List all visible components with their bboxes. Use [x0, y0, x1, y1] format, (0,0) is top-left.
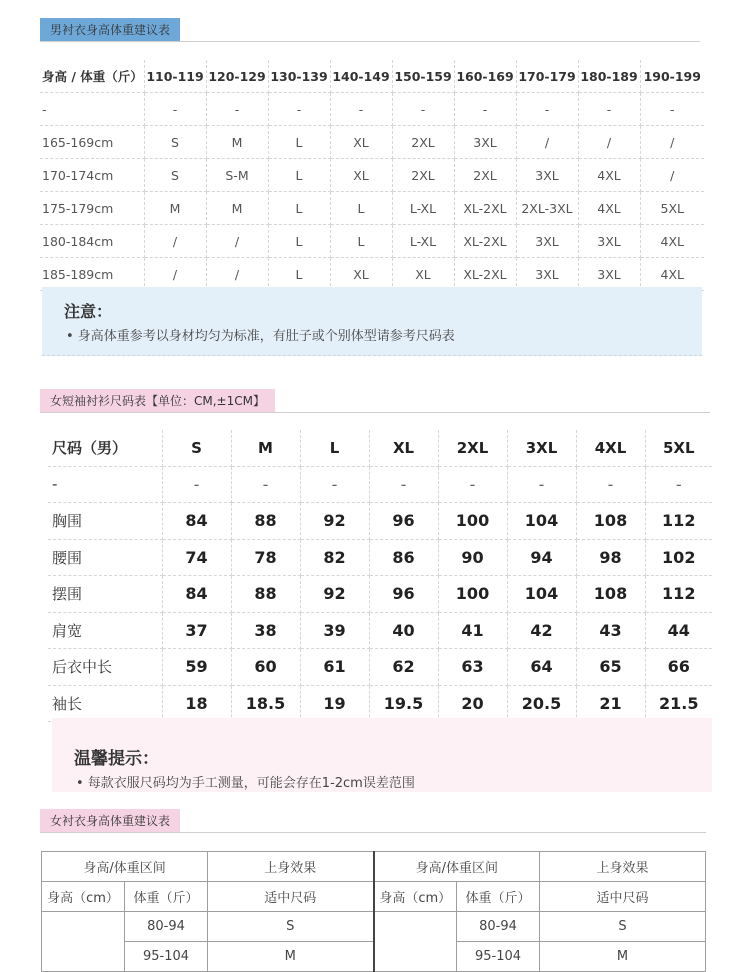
table-cell: - [330, 93, 392, 126]
row-label-cell: 180-184cm [40, 225, 144, 258]
table-row [40, 93, 704, 126]
table-cell: - [454, 93, 516, 126]
table-cell: 102 [645, 539, 712, 576]
header-label-cell: 身高 / 体重（斤） [40, 60, 144, 93]
table-cell [374, 912, 457, 972]
table-cell: 2XL-3XL [516, 192, 578, 225]
table-cell: S [144, 159, 206, 192]
table-cell: L-XL [392, 225, 454, 258]
table-row [40, 126, 704, 159]
row-label-cell: 腰围 [48, 539, 162, 576]
table-cell: M [540, 942, 706, 972]
header-cell: M [231, 430, 300, 466]
section2-note [52, 718, 712, 792]
header-cell: S [162, 430, 231, 466]
table-cell: - [144, 93, 206, 126]
table-cell: 78 [231, 539, 300, 576]
table-cell: 5XL [640, 192, 704, 225]
note-text: • 身高体重参考以身材均匀为标准，有肚子或个别体型请参考尺码表 [66, 329, 455, 344]
table-cell: 2XL [392, 126, 454, 159]
table-cell: 80-94 [457, 912, 540, 942]
table-cell: / [144, 258, 206, 291]
table-cell: 84 [162, 503, 231, 540]
table-cell: 4XL [578, 159, 640, 192]
table-cell: 108 [576, 503, 645, 540]
table-cell: - [507, 466, 576, 503]
note-title: 温馨提示： [74, 749, 159, 769]
table-cell: - [231, 466, 300, 503]
table-cell: 96 [369, 503, 438, 540]
table-cell: XL [330, 126, 392, 159]
table-cell: - [640, 93, 704, 126]
header-cell: 身高/体重区间 [42, 852, 208, 882]
table-cell: - [578, 93, 640, 126]
table-cell: / [640, 126, 704, 159]
table-cell: L [268, 225, 330, 258]
women-height-weight-table [41, 851, 706, 972]
table-cell: - [268, 93, 330, 126]
table-row [42, 912, 706, 942]
row-label-cell: 170-174cm [40, 159, 144, 192]
table-cell: 38 [231, 612, 300, 649]
table-cell: - [300, 466, 369, 503]
row-label-cell: 185-189cm [40, 258, 144, 291]
table-cell: S-M [206, 159, 268, 192]
table-cell: S [144, 126, 206, 159]
table-cell: 21.5 [645, 685, 712, 722]
table-cell: 18.5 [231, 685, 300, 722]
table-cell: XL-2XL [454, 258, 516, 291]
table-cell: 4XL [640, 225, 704, 258]
table-cell: / [640, 159, 704, 192]
row-label-cell: 摆围 [48, 576, 162, 613]
section2-header [40, 389, 275, 413]
table-cell: 41 [438, 612, 507, 649]
table-cell: L-XL [392, 192, 454, 225]
table-row [40, 225, 704, 258]
table-cell: 92 [300, 576, 369, 613]
table-cell: 3XL [516, 159, 578, 192]
table-cell [42, 912, 125, 972]
header-cell: 180-189 [578, 60, 640, 93]
table-cell: 43 [576, 612, 645, 649]
header-cell: 体重（斤） [125, 882, 208, 912]
header-cell: 170-179 [516, 60, 578, 93]
header-cell: 150-159 [392, 60, 454, 93]
women-size-table [48, 430, 712, 722]
table-cell: 108 [576, 576, 645, 613]
table-cell: XL [392, 258, 454, 291]
table-cell: 88 [231, 503, 300, 540]
table-cell: 19.5 [369, 685, 438, 722]
table-row [48, 612, 712, 649]
table-row [40, 159, 704, 192]
table-cell: 3XL [578, 225, 640, 258]
header-cell: 130-139 [268, 60, 330, 93]
table-cell: 74 [162, 539, 231, 576]
header-cell: L [300, 430, 369, 466]
row-label-cell: - [40, 93, 144, 126]
table-cell: 2XL [454, 159, 516, 192]
table-cell: M [208, 942, 374, 972]
table-cell: - [645, 466, 712, 503]
table-cell: 84 [162, 576, 231, 613]
header-cell: XL [369, 430, 438, 466]
table-cell: 86 [369, 539, 438, 576]
table-cell: 100 [438, 503, 507, 540]
table-cell: / [516, 126, 578, 159]
table-cell: 95-104 [125, 942, 208, 972]
table-header-row [40, 60, 704, 93]
header-label-cell: 尺码（男） [48, 430, 162, 466]
table-cell: 40 [369, 612, 438, 649]
table-cell: 112 [645, 503, 712, 540]
header-cell: 上身效果 [208, 852, 374, 882]
section3-header [40, 809, 180, 833]
table-cell: / [206, 258, 268, 291]
note-title: 注意： [64, 302, 113, 321]
table-cell: 3XL [578, 258, 640, 291]
section3-divider [40, 832, 706, 833]
table-cell: 20 [438, 685, 507, 722]
table-cell: 92 [300, 503, 369, 540]
table-cell: 66 [645, 649, 712, 686]
table-cell: 4XL [640, 258, 704, 291]
header-cell: 适中尺码 [208, 882, 374, 912]
header-cell: 体重（斤） [457, 882, 540, 912]
table-cell: - [392, 93, 454, 126]
section1-note [42, 287, 702, 356]
section2-divider [40, 412, 710, 413]
table-cell: L [330, 192, 392, 225]
table-cell: / [206, 225, 268, 258]
section1-header [40, 18, 180, 42]
table-cell: M [206, 192, 268, 225]
table-cell: 62 [369, 649, 438, 686]
table-cell: S [208, 912, 374, 942]
table-cell: 104 [507, 576, 576, 613]
row-label-cell: 165-169cm [40, 126, 144, 159]
table-row [48, 685, 712, 722]
table-cell: 65 [576, 649, 645, 686]
header-cell: 身高（cm） [42, 882, 125, 912]
section2-tag: 女短袖衬衫尺码表【单位：CM,±1CM】 [40, 389, 275, 413]
table-cell: 95-104 [457, 942, 540, 972]
header-cell: 120-129 [206, 60, 268, 93]
table-cell: 39 [300, 612, 369, 649]
table-cell: 3XL [516, 258, 578, 291]
table-cell: L [330, 225, 392, 258]
table-cell: / [144, 225, 206, 258]
table-row [48, 466, 712, 503]
row-label-cell: 175-179cm [40, 192, 144, 225]
table-cell: 96 [369, 576, 438, 613]
table-cell: 4XL [578, 192, 640, 225]
table-cell: 2XL [392, 159, 454, 192]
table-cell: XL [330, 258, 392, 291]
row-label-cell: 后衣中长 [48, 649, 162, 686]
header-cell: 110-119 [144, 60, 206, 93]
men-height-weight-table [40, 60, 704, 291]
table-cell: XL [330, 159, 392, 192]
table-cell: S [540, 912, 706, 942]
table-cell: L [268, 159, 330, 192]
table-cell: 59 [162, 649, 231, 686]
table-cell: 63 [438, 649, 507, 686]
table-cell: 3XL [516, 225, 578, 258]
table-cell: M [206, 126, 268, 159]
table-row [48, 649, 712, 686]
table-header-row [48, 430, 712, 466]
table-cell: - [206, 93, 268, 126]
header-cell: 上身效果 [540, 852, 706, 882]
table-cell: XL-2XL [454, 192, 516, 225]
table-header-row [42, 852, 706, 882]
row-label-cell: 袖长 [48, 685, 162, 722]
table-cell: 98 [576, 539, 645, 576]
table-cell: XL-2XL [454, 225, 516, 258]
table-cell: 94 [507, 539, 576, 576]
header-cell: 5XL [645, 430, 712, 466]
table-row [48, 576, 712, 613]
section1-divider [40, 41, 700, 42]
header-cell: 3XL [507, 430, 576, 466]
section1-tag: 男衬衣身高体重建议表 [40, 18, 180, 42]
table-cell: L [268, 258, 330, 291]
header-cell: 4XL [576, 430, 645, 466]
table-cell: 90 [438, 539, 507, 576]
row-label-cell: - [48, 466, 162, 503]
table-cell: / [578, 126, 640, 159]
table-cell: 82 [300, 539, 369, 576]
table-cell: 44 [645, 612, 712, 649]
table-cell: - [576, 466, 645, 503]
table-cell: - [438, 466, 507, 503]
table-cell: 20.5 [507, 685, 576, 722]
table-subheader-row [42, 882, 706, 912]
note-text: • 每款衣服尺码均为手工测量，可能会存在1-2cm误差范围 [76, 776, 415, 791]
table-cell: 19 [300, 685, 369, 722]
table-cell: 37 [162, 612, 231, 649]
header-cell: 适中尺码 [540, 882, 706, 912]
header-cell: 2XL [438, 430, 507, 466]
table-row [48, 503, 712, 540]
table-cell: 42 [507, 612, 576, 649]
row-label-cell: 肩宽 [48, 612, 162, 649]
table-cell: 104 [507, 503, 576, 540]
header-cell: 身高（cm） [374, 882, 457, 912]
row-label-cell: 胸围 [48, 503, 162, 540]
header-cell: 160-169 [454, 60, 516, 93]
table-cell: - [162, 466, 231, 503]
table-row [48, 539, 712, 576]
table-cell: 112 [645, 576, 712, 613]
table-cell: 18 [162, 685, 231, 722]
table-cell: L [268, 192, 330, 225]
table-cell: M [144, 192, 206, 225]
table-cell: 61 [300, 649, 369, 686]
table-cell: 3XL [454, 126, 516, 159]
table-cell: 60 [231, 649, 300, 686]
table-cell: 100 [438, 576, 507, 613]
table-cell: L [268, 126, 330, 159]
header-cell: 190-199 [640, 60, 704, 93]
header-cell: 身高/体重区间 [374, 852, 540, 882]
table-row [40, 192, 704, 225]
table-cell: 64 [507, 649, 576, 686]
header-cell: 140-149 [330, 60, 392, 93]
table-row [40, 258, 704, 291]
table-cell: 21 [576, 685, 645, 722]
section3-tag: 女衬衣身高体重建议表 [40, 809, 180, 833]
table-cell: 80-94 [125, 912, 208, 942]
table-cell: - [516, 93, 578, 126]
table-cell: 88 [231, 576, 300, 613]
table-cell: - [369, 466, 438, 503]
